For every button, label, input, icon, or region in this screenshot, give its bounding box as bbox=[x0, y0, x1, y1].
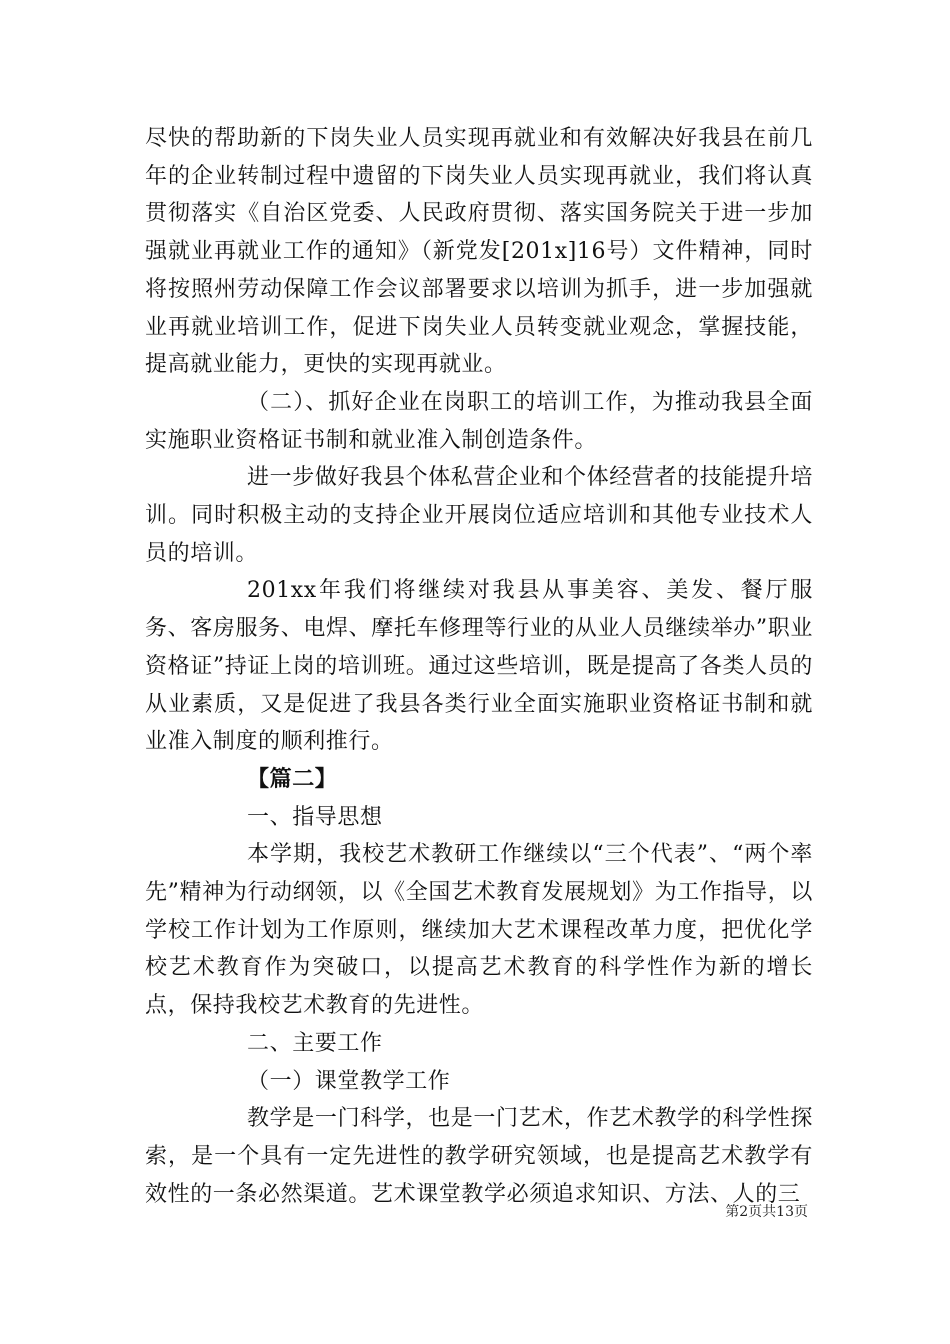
page-number: 第2页共13页 bbox=[725, 1204, 808, 1220]
chapter-heading: 【篇二】 bbox=[247, 765, 338, 792]
paragraph-continuation: 尽快的帮助新的下岗失业人员实现再就业和有效解决好我县在前几年的企业转制过程中遗留的下岗失业人员实现再就业，我们将认真贯彻落实《自治区党委、人民政府贯彻、落实国务院关于进一步加强就业再就业工作的通知》（新党发[201x]16号）文件精神，同时将按照州劳动保障工作会议部署要求以培训为抓手，进一步加强就业再就业培训工作，促进下岗失业人员转变就业观念，掌握技能，提高就业能力，更快的实现再就业。 bbox=[145, 126, 813, 378]
section-heading-guiding-thought: 一、指导思想 bbox=[247, 804, 383, 830]
body-text bbox=[145, 120, 813, 1213]
paragraph-classroom-teaching: 教学是一门科学，也是一门艺术，作艺术教学的科学性探索，是一个具有一定先进性的教学研究领域，也是提高艺术教学有效性的一条必然渠道。艺术课堂教学必须追求知识、方法、人的三 bbox=[145, 1106, 813, 1207]
paragraph-section-two: （二）、抓好企业在岗职工的培训工作，为推动我县全面实施职业资格证书制和就业准入制创造条件。 bbox=[145, 389, 813, 453]
paragraph-skills-training: 进一步做好我县个体私营企业和个体经营者的技能提升培训。同时积极主动的支持企业开展岗位适应培训和其他专业技术人员的培训。 bbox=[145, 465, 813, 566]
subsection-heading-classroom: （一）课堂教学工作 bbox=[247, 1068, 451, 1094]
paragraph-guiding-thought: 本学期，我校艺术教研工作继续以“三个代表”、“两个率先”精神为行动纲领，以《全国艺术教育发展规划》为工作指导，以学校工作计划为工作原则，继续加大艺术课程改革力度，把优化学校艺术教育作为突破口，以提高艺术教育的科学性作为新的增长点，保持我校艺术教育的先进性。 bbox=[145, 842, 813, 1019]
paragraph-certificate-training: 201xx年我们将继续对我县从事美容、美发、餐厅服务、客房服务、电焊、摩托车修理等行业的从业人员继续举办”职业资格证”持证上岗的培训班。通过这些培训，既是提高了各类人员的从业素质，又是促进了我县各类行业全面实施职业资格证书制和就业准入制度的顺利推行。 bbox=[145, 578, 813, 755]
section-heading-main-work: 二、主要工作 bbox=[247, 1030, 383, 1056]
